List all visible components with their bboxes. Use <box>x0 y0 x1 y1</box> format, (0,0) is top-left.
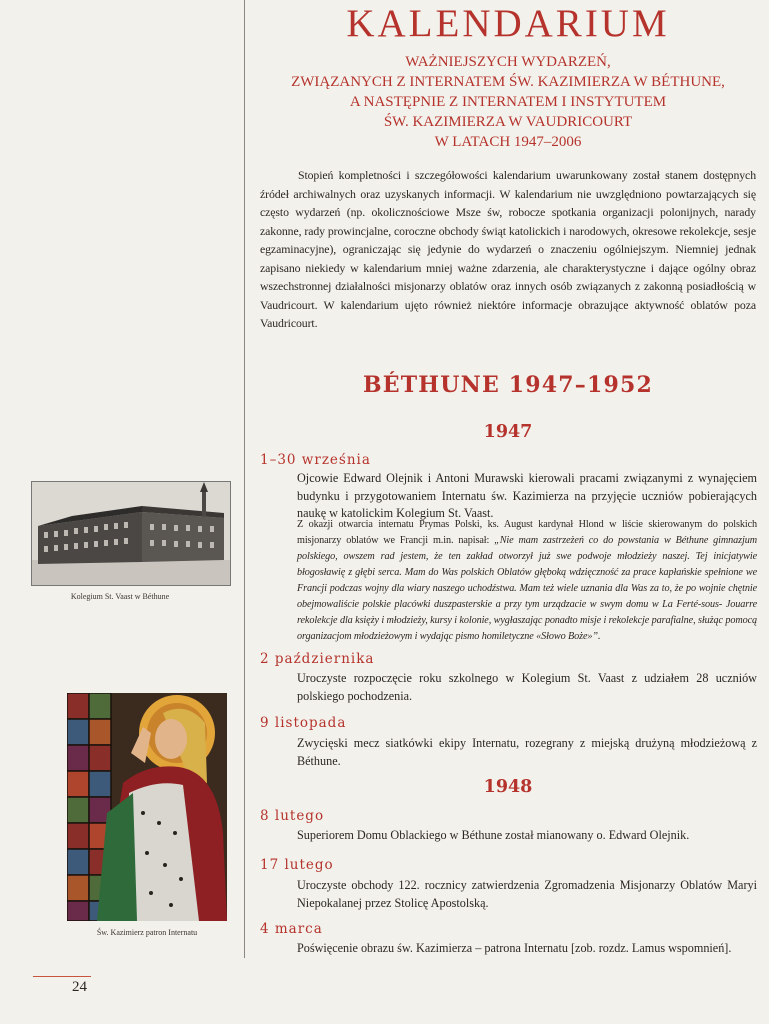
entry-text: Poświęcenie obrazu św. Kazimierza – patrona Internatu [zob. rozdz. Lamus wspomnień]. <box>297 941 732 955</box>
page-number: 24 <box>72 979 87 995</box>
subtitle-line: A NASTĘPNIE Z INTERNATEM I INSTYTUTEM <box>349 94 667 110</box>
entry-date: 1–30 września <box>260 452 371 468</box>
entry-text: Uroczyste rozpoczęcie roku szkolnego w Kolegium St. Vaast z udziałem 28 uczniów polskiego pochodzenia. <box>297 671 757 703</box>
quote-intro: Z okazji otwarcia internatu Prymas Polski, ks. August kardynał Hlond w liście skierowanym do polskich misjonarzy oblatów we Francji m.in. napisał: <box>297 519 757 546</box>
entry-text: Superiorem Domu Oblackiego w Béthune został mianowany o. Edward Olejnik. <box>297 828 690 842</box>
entry-text: Uroczyste obchody 122. rocznicy zatwierdzenia Zgromadzenia Misjonarzy Oblatów Maryi Niepokalanej przez Stolicę Apostolską. <box>297 878 757 910</box>
entry-text: Zwycięski mecz siatkówki ekipy Internatu, rozegrany z miejską drużyną młodzieżową z Béthune. <box>297 736 757 768</box>
photo-caption: Kolegium St. Vaast w Béthune <box>70 592 170 601</box>
st-casimir-painting <box>67 693 227 921</box>
entry-text: Ojcowie Edward Olejnik i Antoni Murawski kierowali pracami związanymi z wynajęciem budynku i przygotowaniem Internatu św. Kazimierza na przyjęcie uczniów pobierających naukę w katolickim Kolegium St. Vaast. <box>297 471 757 520</box>
subtitle-line: ŚW. KAZIMIERZA W VAUDRICOURT <box>383 114 633 130</box>
subtitle-line: W LATACH 1947–2006 <box>434 134 582 150</box>
year-heading: 1948 <box>483 777 533 797</box>
page-subtitle <box>254 52 762 152</box>
subtitle-line: ZWIĄZANYCH Z INTERNATEM ŚW. KAZIMIERZA W BÉTHUNE, <box>291 74 725 90</box>
entry-date: 4 marca <box>260 921 323 937</box>
st-casimir-image <box>67 693 227 921</box>
college-photo <box>31 481 231 586</box>
intro-paragraph: Stopień kompletności i szczegółowości kalendarium uwarunkowany został stanem dostępnych źródeł archiwalnych oraz uzyskanych informacji. W kalendarium nie uwzględniono powtarzających się często wydarzeń (np. okolicznościowe Msze św, robocze spotkania organizacji polonijnych, narady zakonne, rady prowincjalne, coroczne obchody świąt katolickich i narodowych, okresowe rekolekcje, sesje egzaminacyjne), ograniczając się jedynie do wydarzeń o znaczeniu ogólniejszym. Niemniej jednak zapisano niekiedy w kalendarium mniej ważne zdarzenia, ale charakterystyczne i dające ogólny obraz wszechstronnej działalności misjonarzy oblatów oraz innych osób związanych z zakonną posiadłością w Vaudricourt. W kalendarium ujęto również niektóre informacje obrazujące aktywność oblatów poza Vaudricourt. <box>260 168 756 330</box>
year-heading: 1947 <box>483 422 533 442</box>
quote-text: „Nie mam zastrzeżeń co do powstania w Béthune gimnazjum polskiego, owszem rad jestem, że ten zakład otworzył już swe podwoje młodzieży naszej. Tej inicjatywie błogosławię z głębi serca. Mam do Was polskich Oblatów głęboką wdzięczność za prace kapłańskie spełnione we Francji podczas wojny dla wiary naszego uchodźstwa. Mam też wiele uznania dla Was za to, że po wojnie chętnie obejmowaliście polskie placówki duszpasterskie a przy tym urządzacie w swym domu w La Ferté-sous- Jouarre rekolekcje dla księży i młodzieży, kursy i kolonie, wygłaszając ponadto misje i rekolekcje parafialne, służąc pomocą organizacjom młodzieżowym i wydając pismo homiletyczne «Słowo Boże»”. <box>297 535 758 642</box>
entry-date: 2 października <box>260 651 375 667</box>
column-divider <box>244 0 245 958</box>
section-heading: BÉTHUNE 1947–1952 <box>362 372 654 398</box>
subtitle-line: WAŻNIEJSZYCH WYDARZEŃ, <box>405 54 611 70</box>
entry-date: 9 listopada <box>260 715 347 731</box>
entry-quote <box>297 517 757 645</box>
page-title: KALENDARIUM <box>346 2 670 45</box>
entry-date: 8 lutego <box>260 808 325 824</box>
page-number-rule <box>33 976 91 977</box>
painting-caption: Św. Kazimierz patron Internatu <box>96 928 198 937</box>
entry-date: 17 lutego <box>260 857 334 873</box>
college-building-image <box>32 482 230 585</box>
